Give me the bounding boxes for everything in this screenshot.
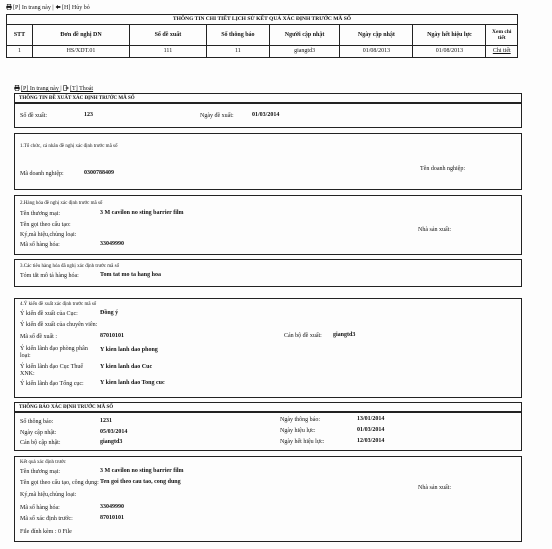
expiry-date-value: 12/03/2014	[357, 438, 385, 444]
attachment-label: File đính kèm : 0 File	[20, 529, 72, 535]
notice-date-label: Ngày thông báo:	[280, 417, 320, 423]
org-heading: 1.Tổ chức, cá nhân đề nghị xác định trước mã số	[20, 144, 118, 149]
table-row	[7, 46, 518, 58]
tax-code-label: Mã doanh nghiệp:	[20, 171, 64, 177]
updated-date-label: Ngày cập nhật:	[20, 430, 57, 436]
expert-opinion-label: Ý kiến đề xuất của chuyên viên:	[20, 322, 98, 328]
summary-value: Tom tat mo ta hang hoa	[100, 272, 161, 278]
proposal-no-label: Số đề xuất:	[20, 113, 47, 119]
opinions-heading: 4.Ý kiến đề xuất xác định trước mã số	[20, 302, 97, 307]
result-manufacturer-label: Nhà sản xuất:	[418, 485, 451, 491]
trade-name-value: 3 M cavilon no sting barrier film	[100, 210, 184, 216]
similar-heading: 3.Các tiêu hàng hóa đã nghị xác định trước mã số	[20, 264, 120, 269]
trade-name-label: Tên thương mại:	[20, 211, 61, 217]
manufacturer-label: Nhà sản xuất:	[418, 227, 451, 233]
detail-link[interactable]: Chi tiết	[486, 46, 518, 58]
col-updated-by: Người cập nhật	[269, 25, 340, 46]
determined-code-value: 87010101	[100, 515, 124, 521]
cell-notice-no: 11	[206, 46, 269, 58]
cell-expiry: 01/08/2013	[413, 46, 486, 58]
proposal-section-header: THÔNG TIN ĐỀ XUẤT XÁC ĐỊNH TRƯỚC MÃ SỐ	[14, 93, 522, 104]
result-hs-label: Mã số hàng hóa:	[20, 505, 60, 511]
expiry-date-label: Ngày hết hiệu lực:	[280, 439, 325, 445]
toolbar-separator: |	[60, 86, 62, 92]
determined-code-label: Mã số xác định trước:	[20, 516, 73, 522]
notice-box	[14, 411, 522, 451]
company-name-label: Tên doanh nghiệp:	[420, 166, 465, 172]
exit-link[interactable]: [T] Thoát	[63, 86, 93, 92]
summary-label: Tóm tắt mô tả hàng hóa:	[20, 273, 79, 279]
result-box	[14, 456, 522, 542]
org-box	[14, 133, 522, 190]
proposal-date-label: Ngày đề xuất:	[200, 113, 234, 119]
proposal-date-value: 01/03/2014	[252, 112, 280, 118]
updated-by-value: giangtd3	[100, 439, 123, 445]
cell-proposal-no: 111	[129, 46, 206, 58]
result-heading: Kết quả xác định trước	[20, 460, 66, 465]
detail-toolbar	[14, 85, 93, 93]
goods-heading: 2.Hàng hóa đề nghị xác định trước mã số	[20, 201, 103, 206]
col-stt: STT	[7, 25, 33, 46]
history-table-caption: THÔNG TIN CHI TIẾT LỊCH SỬ KẾT QUẢ XÁC ĐỊNH TRƯỚC MÃ SỐ	[7, 15, 518, 25]
bureau-opinion-value: Y kien lanh dao Cuc	[100, 364, 153, 370]
print-link[interactable]: [P] In trang này	[6, 4, 51, 12]
cancel-link[interactable]: [H] Hủy bỏ	[55, 4, 90, 12]
general-opinion-value: Y kien lanh dao Tong cuc	[100, 380, 165, 386]
printer-icon	[6, 4, 12, 10]
col-expiry: Ngày hết hiệu lực	[413, 25, 486, 46]
history-table	[6, 14, 518, 58]
proposed-code-label: Mã số đề xuất :	[20, 334, 57, 340]
division-opinion-label: Ý kiến lãnh đạo phòng phân loại:	[20, 346, 88, 359]
effective-date-label: Ngày hiệu lực:	[280, 428, 316, 434]
cell-stt: 1	[7, 46, 33, 58]
dept-opinion-value: Đồng ý	[100, 310, 119, 316]
notice-section-header: THÔNG BÁO XÁC ĐỊNH TRƯỚC MÃ SỐ	[14, 402, 522, 413]
printer-icon	[14, 85, 20, 91]
notice-no-value: 1231	[100, 418, 112, 424]
result-by-structure-label: Tên gọi theo cấu tạo, công dụng:	[20, 480, 99, 486]
col-view-detail: Xem chi tiết	[486, 25, 518, 46]
result-trade-name-label: Tên thương mại:	[20, 469, 61, 475]
toolbar-separator: |	[52, 5, 54, 11]
dept-opinion-label: Ý kiến đề xuất của Cục:	[20, 311, 78, 317]
cell-updated-by: giangtd3	[269, 46, 340, 58]
by-structure-label: Tên gọi theo cấu tạo:	[20, 222, 71, 228]
col-notice-no: Số thông báo	[206, 25, 269, 46]
col-proposal-no: Số đề xuất	[129, 25, 206, 46]
general-opinion-label: Ý kiến lãnh đạo Tổng cục:	[20, 381, 84, 387]
proposed-code-value: 87010101	[100, 333, 124, 339]
division-opinion-value: Y kien lanh dao phong	[100, 347, 158, 353]
col-request: Đơn đề nghị DN	[33, 25, 130, 46]
notice-date-value: 13/01/2014	[357, 416, 385, 422]
print-link-2[interactable]: [P] In trang này	[14, 86, 60, 92]
result-hs-value: 33049990	[100, 504, 124, 510]
proposal-no-value: 123	[84, 112, 93, 118]
cell-updated-date: 01/08/2013	[340, 46, 413, 58]
effective-date-value: 01/03/2014	[357, 427, 385, 433]
cell-request: HS/XDT.01	[33, 46, 130, 58]
model-label: Ký,mã hiệu,chủng loại:	[20, 232, 77, 238]
notice-no-label: Số thông báo:	[20, 419, 54, 425]
officer-value: giangtd3	[333, 332, 356, 338]
history-table-header	[7, 25, 518, 46]
back-arrow-icon	[55, 4, 61, 10]
result-trade-name-value: 3 M cavilon no sting barrier film	[100, 468, 184, 474]
bureau-opinion-label: Ý kiến lãnh đạo Cục Thuế XNK:	[20, 364, 84, 377]
tax-code-value: 0300788409	[84, 170, 114, 176]
top-toolbar	[6, 4, 90, 12]
officer-label: Cán bộ đề xuất:	[284, 333, 322, 339]
hs-value: 33049990	[100, 241, 124, 247]
result-model-label: Ký,mã hiệu,chủng loại:	[20, 492, 77, 498]
updated-date-value: 05/03/2014	[100, 429, 128, 435]
hs-label: Mã số hàng hóa:	[20, 242, 60, 248]
result-by-structure-value: Ten goi theo cau tao, cong dung	[100, 479, 181, 485]
updated-by-label: Cán bộ cập nhật:	[20, 440, 61, 446]
exit-icon	[63, 85, 69, 91]
col-updated-date: Ngày cập nhật	[340, 25, 413, 46]
